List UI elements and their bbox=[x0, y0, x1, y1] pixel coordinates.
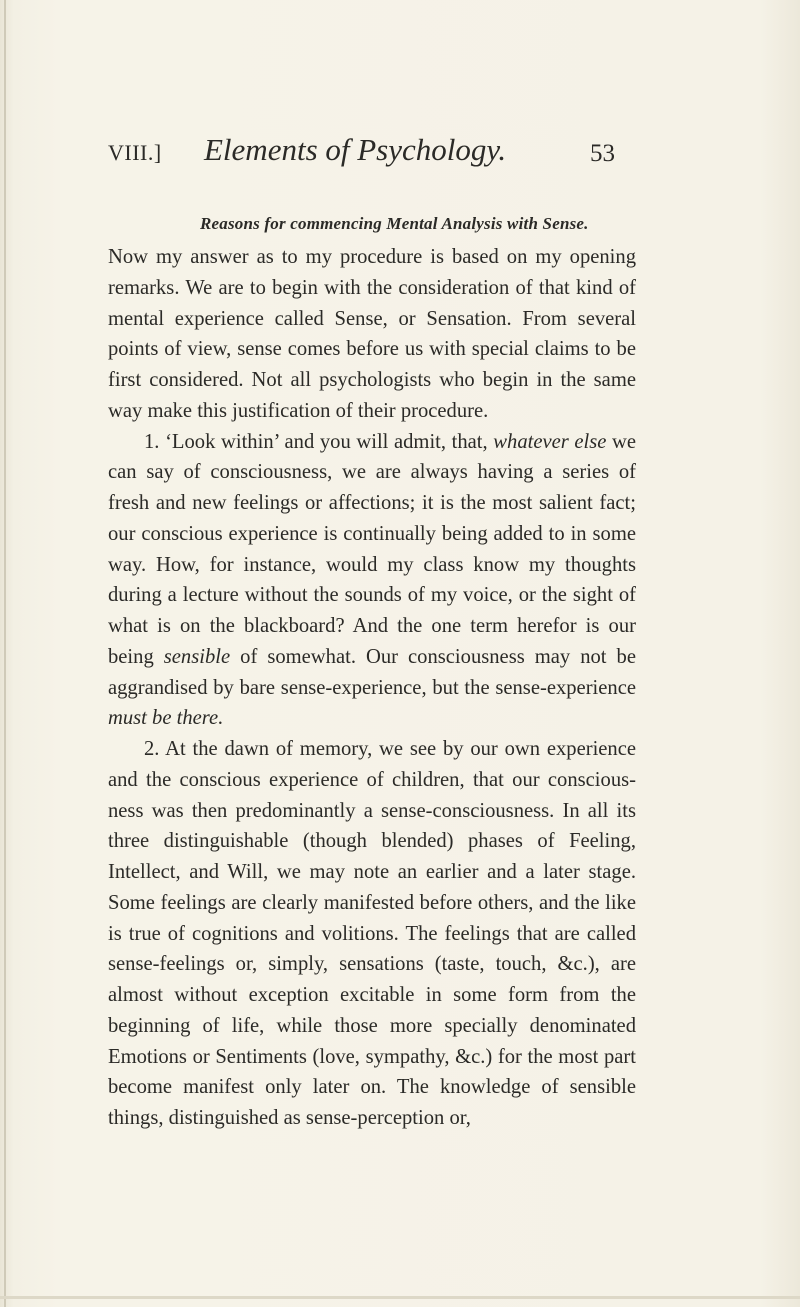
point-number: 2. bbox=[144, 738, 160, 760]
body-text bbox=[108, 242, 636, 1134]
paragraph-intro: Now my answer as to my procedure is based on my opening remarks. We are to begin with the consideration of that kind of mental experience called Sense, or Sensation. From several points of view, sense comes before us with special claims to be first considered. Not all psychologists who begin in the same way make this justification of their procedure. bbox=[108, 246, 636, 422]
chapter-number: VIII.] bbox=[108, 140, 162, 165]
book-title: Elements of Psychology. bbox=[204, 132, 507, 167]
running-head bbox=[108, 132, 615, 172]
page-number: 53 bbox=[590, 140, 615, 167]
paragraph-point-2 bbox=[108, 734, 636, 1134]
section-heading: Reasons for commencing Mental Analysis with Sense. bbox=[200, 214, 589, 233]
page-bottom-edge bbox=[0, 1296, 800, 1299]
emphasis-text: sensible bbox=[163, 645, 231, 668]
point-number: 1. bbox=[144, 430, 160, 453]
emphasis-text: must be there. bbox=[108, 707, 224, 730]
page-edge-shadow bbox=[4, 0, 6, 1307]
emphasis-text: whatever else bbox=[493, 430, 607, 453]
paragraph-point-1 bbox=[108, 427, 636, 735]
paragraph-text: we can say of consciousness, we are always having a series of fresh and new feelings or affections; it is the most salient fact; our conscious experience is continually being added to in some way. How, for instance, would my class know my thoughts during a lecture without the sounds of my voice, or the sight of what is on the blackboard? And the one term herefor is our being bbox=[108, 430, 637, 668]
paragraph-text: ‘Look within’ and you will admit, that, bbox=[165, 430, 488, 453]
paragraph-text: of somewhat. Our consciousness may not be aggrandised by bare sense-experience, but the sense-experience bbox=[108, 645, 636, 699]
paragraph-text: At the dawn of memory, we see by our own experience and the conscious experience of children, that our consciousness was then predominantly a sense-consciousness. In all its three distinguishable (though blended) phases of Feeling, Intellect, and Will, we may note an earlier and a later stage. Some feelings are clearly manifested before others, and the like is true of cognitions and volitions. The feelings that are called sense-feelings or, simply, sensations (taste, touch, &c.), are almost without exception excitable in some form from the beginning of life, while those more specially denominated Emotions or Sentiments (love, sympathy, &c.) for the most part become manifest only later on. The knowledge of sensible things, distinguished as sense-perception or, bbox=[108, 738, 637, 1129]
